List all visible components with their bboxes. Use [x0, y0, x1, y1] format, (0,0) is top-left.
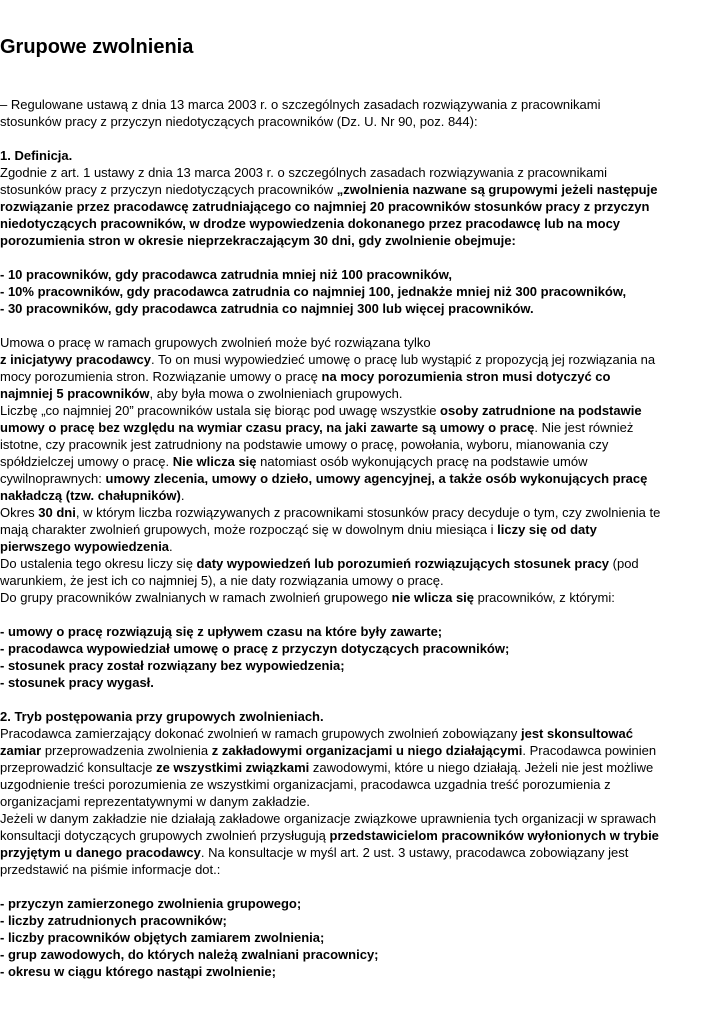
- dates-paragraph: Do ustalenia tego okresu liczy się daty wypowiedzeń lub porozumień rozwiązujących stosunek pracy (pod warunkiem, że jest ich co najmniej 5), a nie daty rozwiązania umowy o pracę.: [0, 556, 639, 588]
- initiative-paragraph: Umowa o pracę w ramach grupowych zwolnień może być rozwiązana tylko z inicjatywy pracodawcy. To on musi wypowiedzieć umowę o pracę lub wystąpić z propozycją jej rozwiązania na mocy porozumienia stron. Rozwiązanie umowy o pracę na mocy porozumienia stron musi dotyczyć co najmniej 5 pracowników, aby była mowa o zwolnieniach grupowych.: [0, 335, 656, 401]
- threshold-item: - 10 pracowników, gdy pracodawca zatrudnia mniej niż 100 pracowników,: [0, 267, 452, 282]
- representatives-paragraph: Jeżeli w danym zakładzie nie działają zakładowe organizacje związkowe uprawnienia tych organizacji w sprawach konsultacji dotyczących grupowych zwolnień przysługują przedstawicielom pracowników wyłonionych w trybie przyjętym u danego pracodawcy. Na konsultacje w myśl art. 2 ust. 3 ustawy, pracodawca zobowiązany jest przedstawić na piśmie informacje dot.:: [0, 811, 659, 877]
- exclusion-item: - pracodawca wypowiedział umowę o pracę z przyczyn dotyczących pracowników;: [0, 641, 510, 656]
- threshold-item: - 10% pracowników, gdy pracodawca zatrudnia co najmniej 100, jednakże mniej niż 300 pracowników,: [0, 284, 627, 299]
- period-paragraph: Okres 30 dni, w którym liczba rozwiązywanych z pracownikami stosunków pracy decyduje o tym, czy zwolnienia te mają charakter zwolnień grupowych, może rozpocząć się w dowolnym dniu miesiąca i liczy się od daty pierwszego wypowiedzenia.: [0, 505, 661, 554]
- exclusion-item: - stosunek pracy został rozwiązany bez wypowiedzenia;: [0, 658, 345, 673]
- exclusion-item: - umowy o pracę rozwiązują się z upływem czasu na które były zawarte;: [0, 624, 443, 639]
- info-item: - liczby zatrudnionych pracowników;: [0, 913, 227, 928]
- page-title: Grupowe zwolnienia: [0, 36, 194, 58]
- count-paragraph: Liczbę „co najmniej 20” pracowników ustala się biorąc pod uwagę wszystkie osoby zatrudnione na podstawie umowy o pracę bez względu na wymiar czasu pracy, na jaki zawarte są umowy o pracę. Nie jest również istotne, czy pracownik jest zatrudniony na podstawie umowy o pracę, powołania, wyboru, mianowania czy spółdzielczej umowy o pracę. Nie wlicza się natomiast osób wykonujących pracę na podstawie umów cywilnoprawnych: umowy zlecenia, umowy o dzieło, umowy agencyjnej, a także osób wykonujących pracę nakładczą (tzw. chałupników).: [0, 403, 648, 503]
- threshold-item: - 30 pracowników, gdy pracodawca zatrudnia co najmniej 300 lub więcej pracowników.: [0, 301, 534, 316]
- exclusion-item: - stosunek pracy wygasł.: [0, 675, 154, 690]
- info-item: - grup zawodowych, do których należą zwalniani pracownicy;: [0, 947, 379, 962]
- consultation-paragraph: Pracodawca zamierzający dokonać zwolnień w ramach grupowych zwolnień zobowiązany jest skonsultować zamiar przeprowadzenia zwolnienia z zakładowymi organizacjami u niego działającymi. Pracodawca powinien przeprowadzić konsultacje ze wszystkimi związkami zawodowymi, które u niego działają. Jeżeli nie jest możliwe uzgodnienie treści porozumienia ze wszystkimi organizacjami, pracodawca uzgadnia treść porozumienia z organizacjami reprezentatywnymi w danym zakładzie.: [0, 726, 657, 809]
- definition-paragraph: Zgodnie z art. 1 ustawy z dnia 13 marca 2003 r. o szczególnych zasadach rozwiązywania z pracownikami stosunków pracy z przyczyn niedotyczących pracowników „zwolnienia nazwane są grupowymi jeżeli następuje rozwiązanie przez pracodawcę zatrudniającego co najmniej 20 pracowników stosunków pracy z przyczyn niedotyczących pracowników, w drodze wypowiedzenia dokonanego przez pracodawcę lub na mocy porozumienia stron w okresie nieprzekraczającym 30 dni, gdy zwolnienie obejmuje:: [0, 165, 658, 248]
- exclusion-intro-paragraph: Do grupy pracowników zwalnianych w ramach zwolnień grupowego nie wlicza się pracowników, z którymi:: [0, 590, 615, 605]
- info-item: - okresu w ciągu którego nastąpi zwolnienie;: [0, 964, 276, 979]
- info-item: - liczby pracowników objętych zamiarem zwolnienia;: [0, 930, 325, 945]
- section-2-heading: 2. Tryb postępowania przy grupowych zwolnieniach.: [0, 709, 324, 724]
- document-body: [0, 96, 664, 980]
- section-1-heading: 1. Definicja.: [0, 148, 73, 163]
- info-item: - przyczyn zamierzonego zwolnienia grupowego;: [0, 896, 302, 911]
- intro-paragraph: – Regulowane ustawą z dnia 13 marca 2003 r. o szczególnych zasadach rozwiązywania z pracownikami stosunków pracy z przyczyn niedotyczących pracowników (Dz. U. Nr 90, poz. 844):: [0, 97, 601, 129]
